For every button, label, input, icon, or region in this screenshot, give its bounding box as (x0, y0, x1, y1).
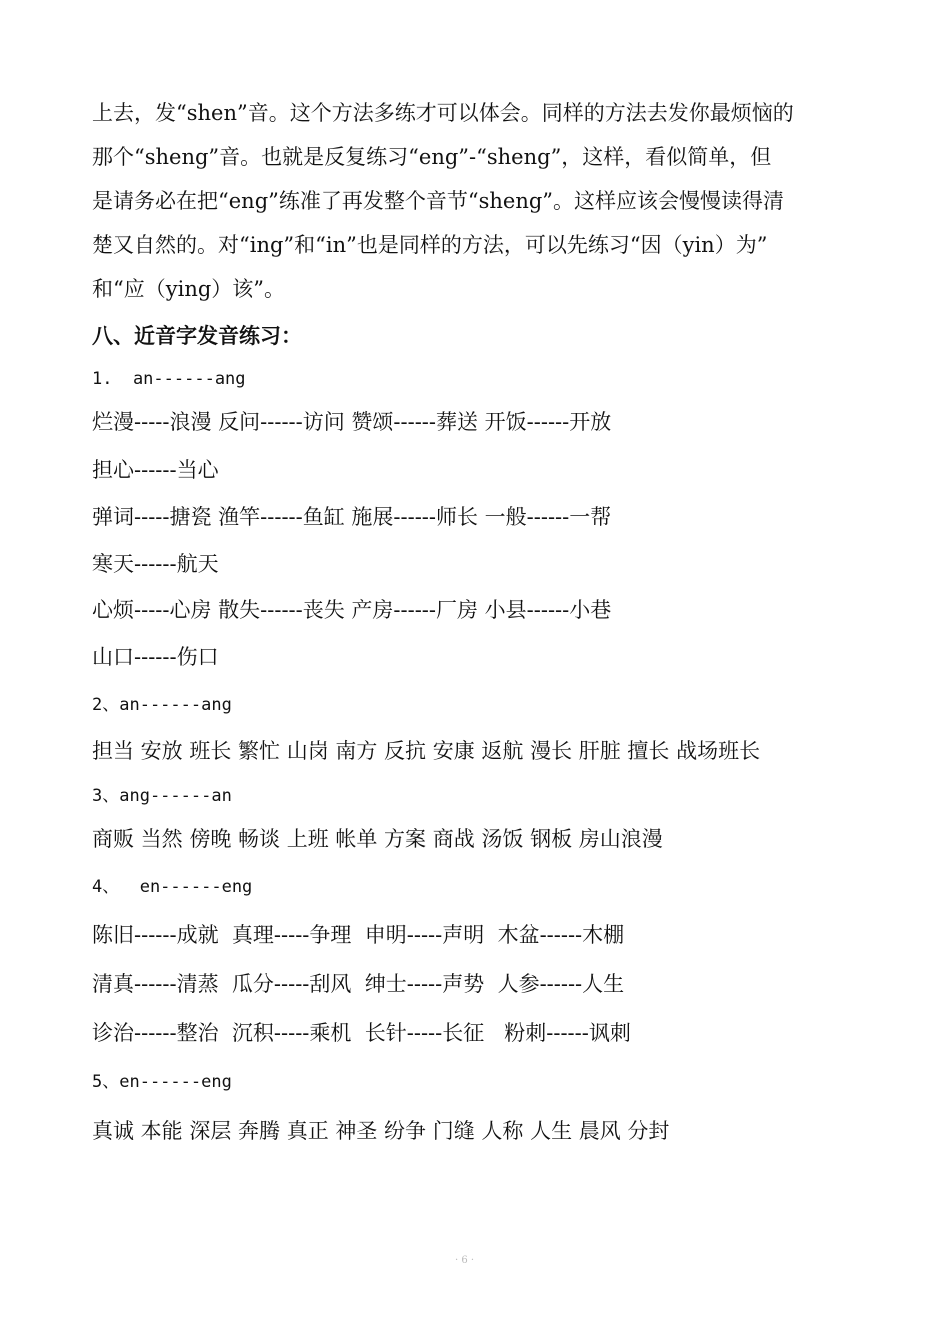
word-pair-line: 烂漫-----浪漫 反问------访问 赞颂------葬送 开饭------开放 (92, 410, 612, 434)
intro-line: 楚又自然的。对“ing”和“in”也是同样的方法，可以先练习“因（yin）为” (92, 233, 768, 257)
word-pair-line: 诊治------整治 沉积-----乘机 长针-----长征 粉刺------讽刺 (92, 1021, 631, 1045)
group-title: 2、an------ang (92, 695, 232, 715)
intro-line: 是请务必在把“eng”练准了再发整个音节“sheng”。这样应该会慢慢读得清 (92, 189, 785, 213)
page-number: · 6 · (455, 1255, 475, 1266)
word-pair-line: 心烦-----心房 散失------丧失 产房------厂房 小县------小巷 (92, 598, 612, 622)
intro-line: 上去，发“shen”音。这个方法多练才可以体会。同样的方法去发你最烦恼的 (92, 101, 794, 125)
intro-line: 那个“sheng”音。也就是反复练习“eng”-“sheng”，这样，看似简单，但 (92, 145, 772, 169)
word-pair-line: 担心------当心 (92, 458, 219, 482)
section-heading: 八、近音字发音练习： (92, 323, 302, 348)
word-list-line: 商贩 当然 傍晚 畅谈 上班 帐单 方案 商战 汤饭 钢板 房山浪漫 (92, 827, 663, 851)
group-title: 3、ang------an (92, 786, 232, 806)
group-title: 1. an------ang (92, 369, 246, 389)
intro-line: 和“应（ying）该”。 (92, 277, 286, 301)
word-pair-line: 陈旧------成就 真理-----争理 申明-----声明 木盆------木棚 (92, 923, 625, 947)
word-pair-line: 山口------伤口 (92, 645, 219, 669)
word-list-line: 真诚 本能 深层 奔腾 真正 神圣 纷争 门缝 人称 人生 晨风 分封 (92, 1119, 670, 1143)
group-title: 4、 en------eng (92, 877, 253, 897)
word-pair-line: 寒天------航天 (92, 552, 219, 576)
group-title: 5、en------eng (92, 1072, 232, 1092)
word-list-line: 担当 安放 班长 繁忙 山岗 南方 反抗 安康 返航 漫长 肝脏 擅长 战场班长 (92, 739, 761, 763)
word-pair-line: 清真------清蒸 瓜分-----刮风 绅士-----声势 人参------人生 (92, 972, 625, 996)
word-pair-line: 弹词-----搪瓷 渔竿------鱼缸 施展------师长 一般------一帮 (92, 505, 612, 529)
